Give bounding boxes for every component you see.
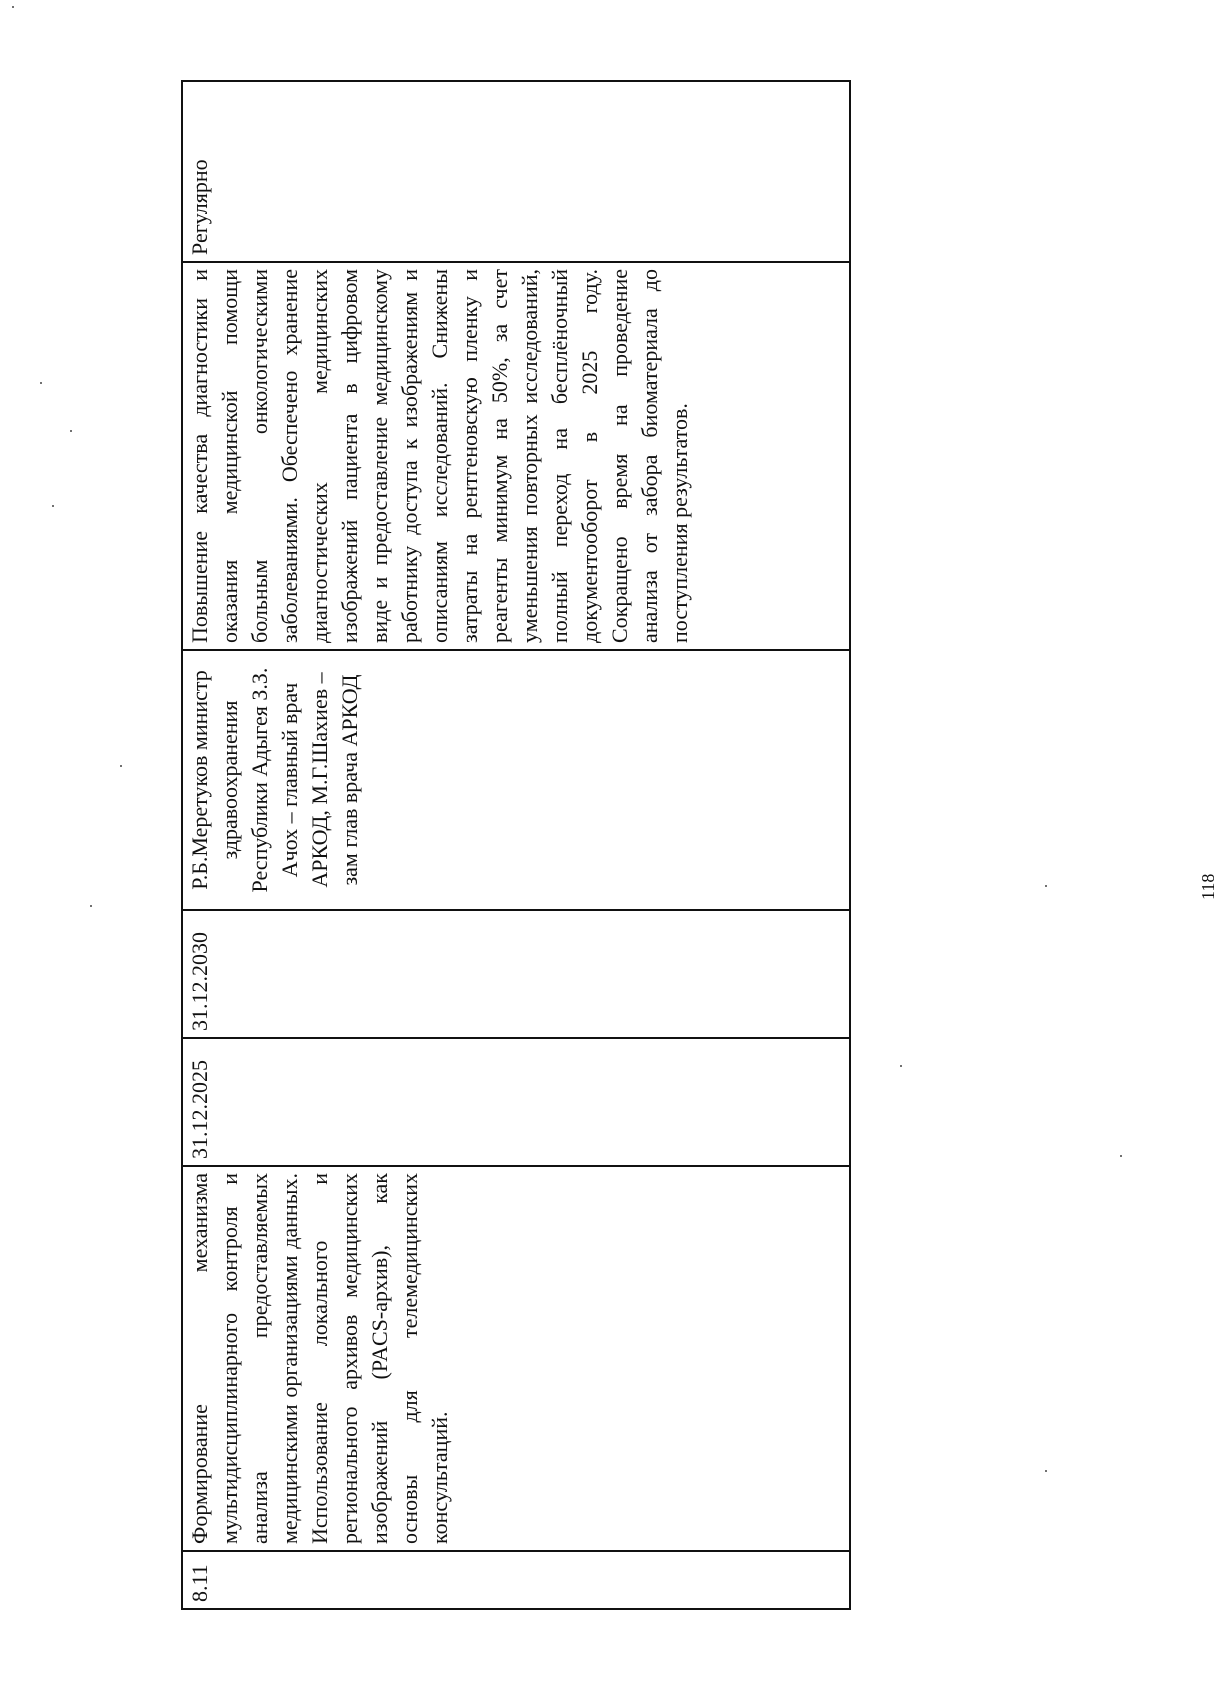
start-date-cell: [182, 1038, 850, 1166]
page-number: 118: [1198, 873, 1218, 900]
row-number-cell: [182, 1551, 850, 1609]
responsible-text: Р.Б.Меретуков министр здравоохранения Республики Адыгея З.З. Ачох – главный врач АРКОД, М.Г.Шахиев – зам глав врача АРКОД: [187, 667, 362, 893]
responsible-cell: [182, 650, 850, 910]
end-date-cell: [182, 910, 850, 1038]
start-date: 31.12.2025: [187, 1060, 212, 1159]
scan-speck: [40, 382, 42, 384]
periodicity-cell: [182, 81, 850, 262]
periodicity-text: Регулярно: [187, 159, 212, 255]
scan-speck: [120, 765, 122, 767]
result-cell: [182, 262, 850, 650]
activity-cell: [182, 1166, 850, 1551]
scan-speck: [1120, 1155, 1122, 1157]
table-row: [182, 81, 850, 1609]
plan-table: [181, 80, 851, 1610]
rotated-table-container: [181, 80, 851, 1610]
result-text: Повышение качества диагностики и оказания медицинской помощи больным онкологическими заболеваниями. Обеспечено хранение диагностических медицинских изображений пациента в цифровом виде и предоставление медицинскому работнику доступа к изображениям и описаниям исследований. Снижены затраты на рентгеновскую пленку и реагенты минимум на 50%, за счет уменьшения повторных исследований, полный переход на бесплёночный документооборот в 2025 году. Сокращено время на проведение анализа от забора биоматериала до поступления результатов.: [187, 269, 692, 643]
activity-text: Формирование механизма мультидисциплинарного контроля и анализа предоставляемых медицинскими организациями данных. Использование локального и регионального архивов медицинских изображений (PACS-архив), как основы для телемедицинских консультаций.: [187, 1173, 452, 1544]
scan-speck: [12, 6, 14, 8]
scan-speck: [1045, 1470, 1047, 1472]
end-date: 31.12.2030: [187, 932, 212, 1031]
scan-speck: [70, 430, 72, 432]
row-number: 8.11: [187, 1564, 212, 1602]
scan-speck: [1045, 885, 1047, 887]
scan-speck: [900, 1065, 902, 1067]
rotated-table-frame: [181, 80, 851, 1610]
scan-speck: [90, 905, 92, 907]
scan-speck: [52, 505, 54, 507]
